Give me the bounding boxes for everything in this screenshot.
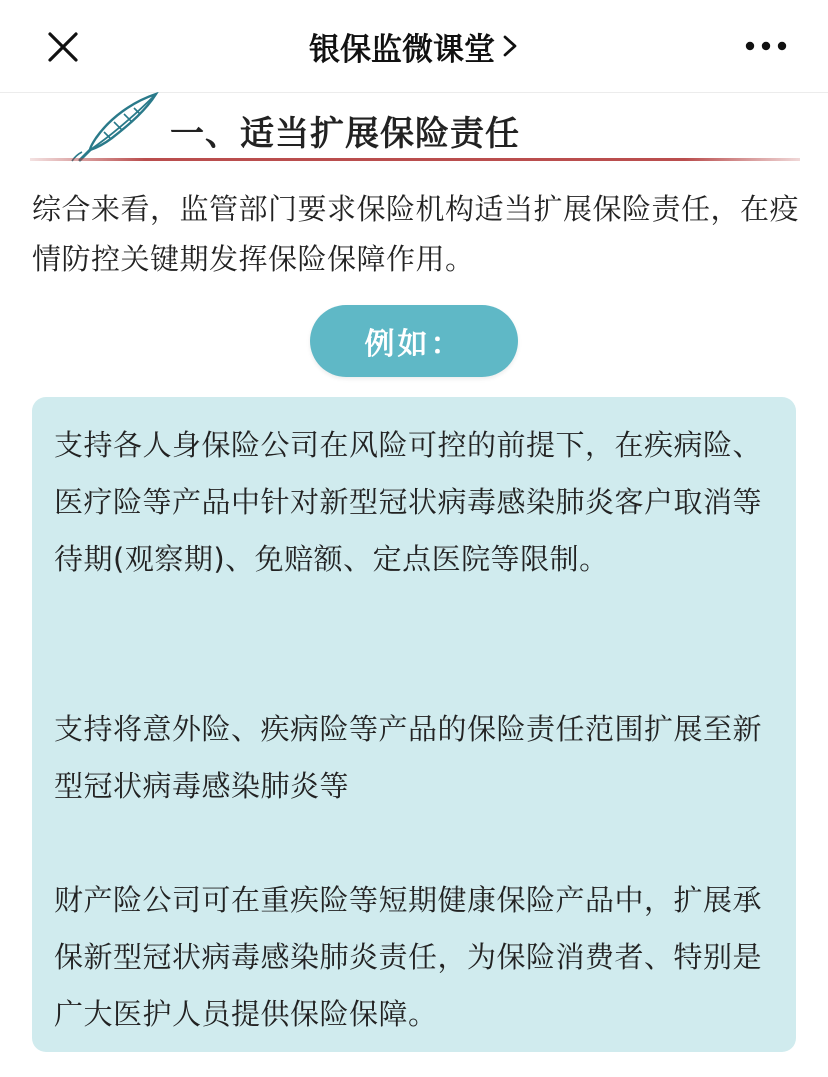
account-title: 银保监微课堂 (309, 31, 495, 68)
top-navbar (0, 0, 828, 93)
quill-icon (52, 92, 172, 162)
more-options-button[interactable] (742, 36, 790, 56)
chevron-right-icon (501, 33, 519, 59)
section-title: 一、适当扩展保险责任 (170, 114, 520, 154)
close-button[interactable] (40, 24, 86, 70)
example-label-pill (310, 305, 518, 377)
example-label: 例如： (364, 327, 464, 362)
close-icon (40, 24, 86, 70)
section-divider (30, 158, 800, 162)
examples-card (32, 397, 796, 1052)
nav-title-area (0, 0, 828, 92)
section-heading (30, 92, 800, 164)
example-paragraph-3: 财产险公司可在重疾险等短期健康保险产品中，扩展承保新型冠状病毒感染肺炎责任，为保险消费者、特别是广大医护人员提供保险保障。 (54, 883, 763, 1031)
example-paragraph-2: 支持将意外险、疾病险等产品的保险责任范围扩展至新型冠状病毒感染肺炎等 (54, 712, 763, 803)
more-horizontal-icon (742, 36, 790, 56)
intro-paragraph: 综合来看，监管部门要求保险机构适当扩展保险责任，在疫情防控关键期发挥保险保障作用。 (32, 192, 800, 276)
account-title-link[interactable] (309, 24, 519, 69)
example-paragraph-1: 支持各人身保险公司在风险可控的前提下，在疾病险、医疗险等产品中针对新型冠状病毒感染肺炎客户取消等待期(观察期)、免赔额、定点医院等限制。 (54, 428, 763, 576)
